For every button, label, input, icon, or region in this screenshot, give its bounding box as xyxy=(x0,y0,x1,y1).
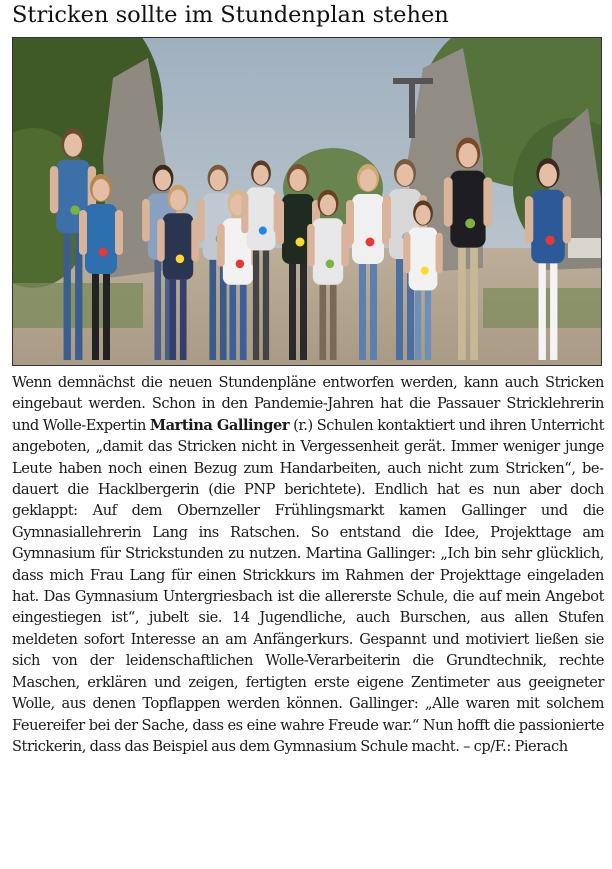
group-photo xyxy=(12,37,602,366)
article-text-part2: (r.) Schulen kontaktiert und ihren Unterricht angeboten, „damit das Stricken nicht in Vergessenheit gerät. Immer weniger junge Leute haben noch einen Bezug zum Handarbeiten, auch nicht zum Stricken“, bedauert die Hacklbergerin (die PNP berichtete). Endlich hat es nun aber doch geklappt: Auf dem Obernzeller Frühlingsmarkt kamen Gallinger und die Gymnasiallehrerin Lang ins Ratschen. So entstand die Idee, Projekttage am Gymnasium für Strickstunden zu nutzen. Martina Gallinger: „Ich bin sehr glücklich, dass mich Frau Lang für einen Strickkurs im Rahmen der Projekttage eingeladen hat. Das Gymnasium Untergriesbach ist die allererste Schule, die auf mein Angebot eingestiegen ist“, jubelt sie. 14 Jugendliche, auch Burschen, aus allen Stufen meldeten sofort Interesse an am Anfängerkurs. Gespannt und motiviert ließen sie sich von der leidenschaftlichen Wolle-Verarbeiterin die Grundtechnik, rechte Maschen, erklären und zeigen, fertigten erste eigene Zentimeter aus geeigneter Wolle, aus denen Topflappen werden können. Gallinger: „Alle waren mit solchem Feuereifer bei der Sache, dass es eine wahre Freude war.“ Nun hofft die passionierte Strickerin, dass das Beispiel aus dem Gymnasium Schule macht. xyxy=(12,416,605,755)
article-body xyxy=(12,372,604,757)
article-text-part1: Wenn demnächst die neuen Stundenpläne entworfen werden, kann auch Stricken eingebaut werden. Schon in den Pandemie-Jahren hat die Passauer Stricklehrerin und Wolle-Expertin xyxy=(12,374,604,434)
highlighted-name: Martina Gallinger xyxy=(149,416,290,434)
headline: Stricken sollte im Stundenplan stehen xyxy=(12,2,449,28)
byline: – cp/F.: Pierach xyxy=(463,737,568,755)
